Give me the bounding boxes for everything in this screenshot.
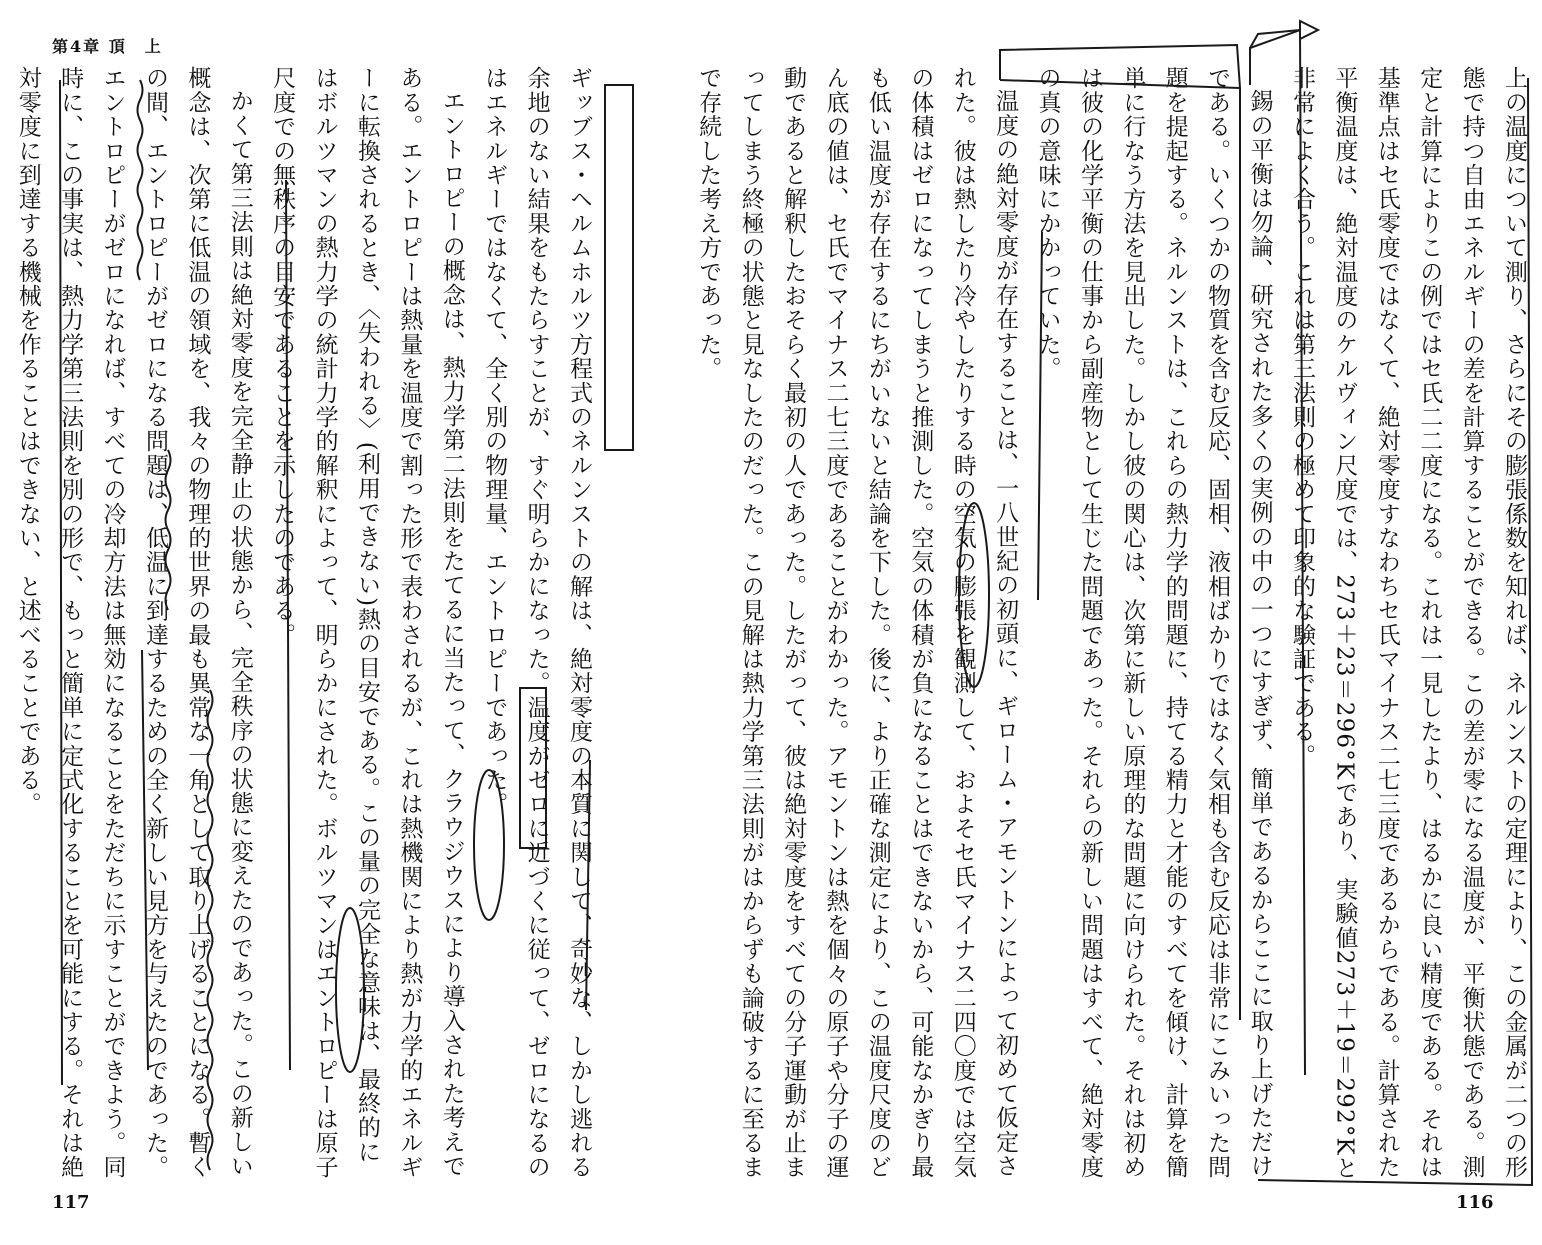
right-page-text [695, 66, 1535, 1186]
arrow-line [1250, 30, 1300, 48]
paragraph: エントロピーの概念は、熱力学第二法則をたてるに当たって、クラウジウスにより導入された考えである。エントロピーは熱量を温度で割った形で表わされるが、これは熱機関により熱が力学的エネルギーに転換されるとき、〈失われる〉(利用できない)熱の目安である。この量の完全な意味は、最終的にはボルツマンの熱力学の統計力学的解釈によって、明らかにされた。ボルツマンはエントロピーは原子尺度での無秩序の目安であることを示したのである。 [269, 66, 465, 1180]
running-head: 第4章 頂 上 [52, 37, 163, 56]
arrow-head [1300, 21, 1318, 39]
page-number-right: 116 [1456, 1192, 1494, 1213]
paragraph: 上の温度について測り、さらにその膨張係数を知れば、ネルンストの定理により、この金属が二つの形態で持つ自由エネルギーの差を計算することができる。この差が零になる温度が、平衡状態である。測定と計算によりこの例ではセ氏二二度になる。これは一見したより、はるかに良い精度である。それは基準点はセ氏零度ではなくて、絶対零度すなわちセ氏マイナス二七三度であるからである。計算された平衡温度は、絶対温度のケルヴィン尺度では、273＋23＝296°Kであり、実験値273＋19＝292°Kと非常によく合う。これは第三法則の極めて印象的な験証である。 [1288, 66, 1527, 1181]
left-page-text [8, 66, 600, 1186]
paragraph: ギッブス・ヘルムホルツ方程式のネルンストの解は、絶対零度の本質に関して、奇妙な、しかし逃れる余地のない結果をもたらすことが、すぐ明らかになった。温度がゼロに近づくに従って、ゼロになるのはエネルギーではなくて、全く別の物理量、エントロピーであった。 [481, 66, 592, 1180]
box-gibbs-helmholtz [605, 85, 633, 450]
paragraph: 温度の絶対零度が存在することは、一八世紀の初頭に、ギローム・アモントンによって初めて仮定された。彼は熱したり冷やしたりする時の空気の膨張を観測して、およそセ氏マイナス二四〇度では空気の体積はゼロになってしまうと推測した。空気の体積が負になることはできないから、可能なかぎり最も低い温度が存在するにちがいないと結論を下した。後に、より正確な測定により、この温度尺度のどん底の値は、セ氏でマイナス二七三度であることがわかった。アモントンは熱を個々の原子や分子の運動であると解釈したおそらく最初の人であった。したがって、彼は絶対零度をすべての分子運動が止まってしまう終極の状態と見なしたのだった。この見解は熱力学第三法則がはからずも論破するに至るまで存続した考え方であった。 [695, 66, 1019, 1180]
paragraph: 錫の平衡は勿論、研究された多くの実例の中の一つにすぎず、簡単であるからここに取り上げただけである。いくつかの物質を含む反応、固相、液相ばかりではなく気相も含む反応は非常にこみいった問題を提起する。ネルンストは、これらの熱力学的問題に、持てる精力と才能のすべてを傾け、計算を簡単に行なう方法を見出した。しかし彼の関心は、次第に新しい原理的な問題に向けられた。それは初めは彼の化学平衡の仕事から副産物として生じた問題であった。それらの新しい問題はすべて、絶対零度の真の意味にかかっていた。 [1034, 66, 1273, 1180]
page-number-left: 117 [52, 1192, 90, 1213]
paragraph: かくて第三法則は絶対零度を完全静止の状態から、完全秩序の状態に変えたのであった。この新しい概念は、次第に低温の領域を、我々の物理的世界の最も異常な一角として取り上げることになる。暫くの間、エントロピーがゼロになる問題は、低温に到達するための全く新しい見方を与えたのであった。エントロピーがゼロになれば、すべての冷却方法は無効になることをただちに示すことができよう。同時に、この事実は、熱力学第三法則を別の形で、もっと簡単に定式化することを可能にする。それは絶対零度に到達する機械を作ることはできない、と述べることである。 [14, 66, 253, 1180]
